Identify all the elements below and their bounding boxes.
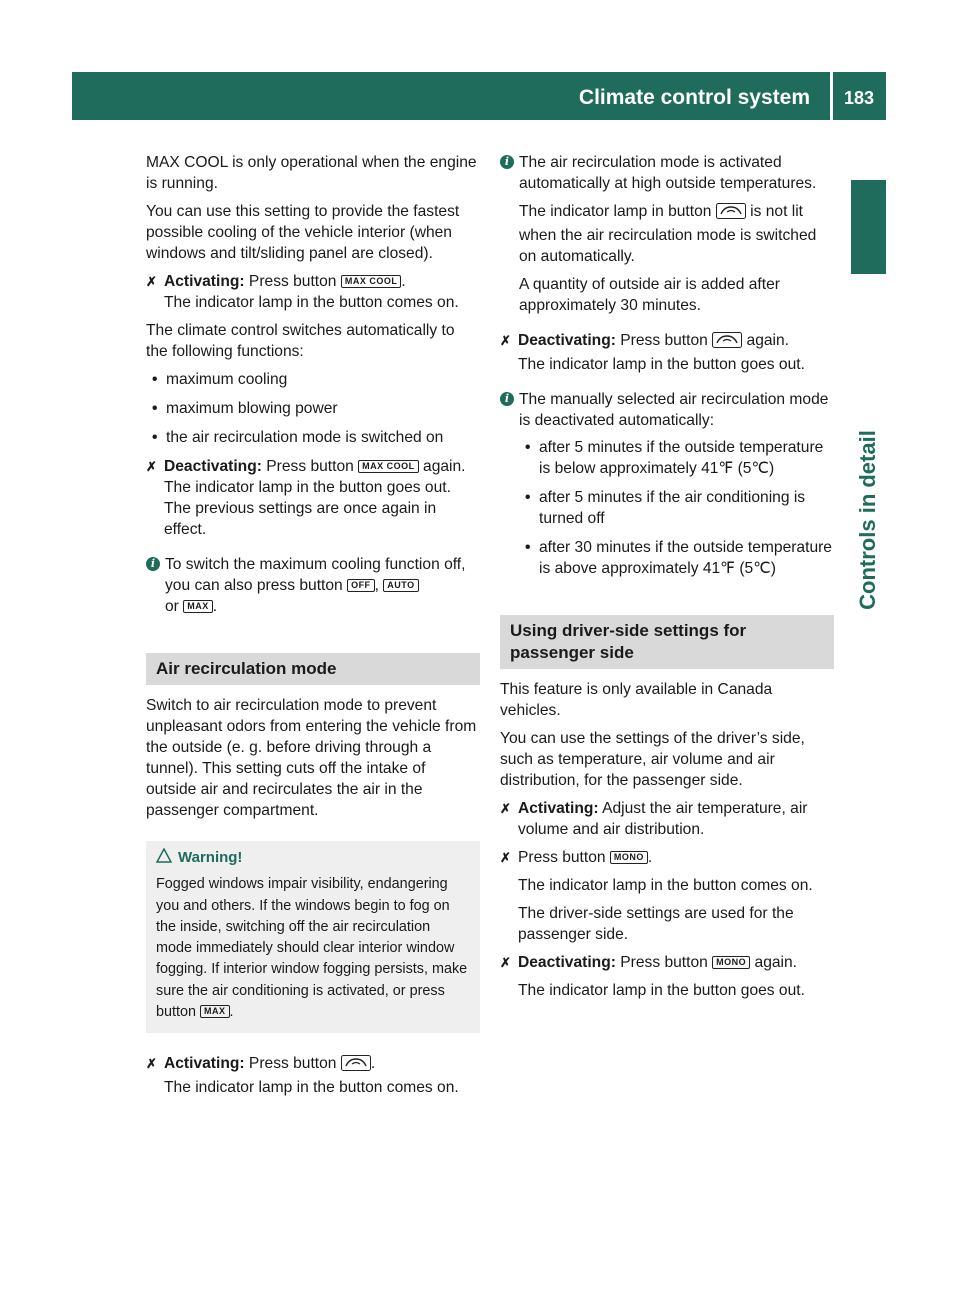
step-press-mono xyxy=(500,847,834,945)
step-label: Deactivating: xyxy=(518,954,616,971)
paragraph: MAX COOL is only operational when the engine is running. xyxy=(146,154,477,192)
step-label: Activating: xyxy=(164,1055,245,1073)
step-arrow-icon: ✗ xyxy=(146,1056,157,1072)
page-number: 183 xyxy=(844,88,875,108)
info-icon: i xyxy=(146,557,160,571)
step-label: Activating: xyxy=(164,273,245,290)
mono-button-icon: MONO xyxy=(712,956,750,969)
list-item-text: after 5 minutes if the air conditioning is turned off xyxy=(539,489,806,527)
step-result: The indicator lamp in the button comes on. xyxy=(518,877,813,894)
section-heading: Using driver-side settings for passenger side xyxy=(500,615,834,669)
defrost-max-button-icon: MAX xyxy=(200,1005,230,1018)
info-text: or xyxy=(165,598,179,615)
mono-button-icon: MONO xyxy=(610,851,648,864)
list-item-text: after 5 minutes if the outside temperature is below approximately 41℉ (5℃) xyxy=(539,439,824,477)
warning-text: Fogged windows impair visibility, endangering you and others. If the windows begin to fog on the inside, switching off the air recirculation mode immediately should clear interior window fogging. If interior window fogging persists, make sure the air conditioning is activated, or press button xyxy=(156,876,468,1021)
section-heading: Air recirculation mode xyxy=(146,653,480,685)
warning-title-text: Warning! xyxy=(178,849,243,866)
step-text: Press button xyxy=(518,849,606,866)
warning-box xyxy=(146,841,480,1033)
bullet-icon: • xyxy=(152,371,158,388)
max-cool-button-icon: MAX COOL xyxy=(341,275,402,288)
step-label: Deactivating: xyxy=(518,332,616,349)
step-activating xyxy=(500,798,834,840)
page-header xyxy=(72,72,886,120)
info-text: A quantity of outside air is added after approximately 30 minutes. xyxy=(519,276,780,314)
step-arrow-icon: ✗ xyxy=(500,955,511,970)
left-column xyxy=(146,152,480,1105)
step-result: The indicator lamp in the button goes out. xyxy=(518,982,805,999)
step-text: Press button xyxy=(266,458,354,475)
list-item-text: maximum cooling xyxy=(166,371,288,388)
chapter-tab xyxy=(851,180,886,274)
step-result: The indicator lamp in the button goes out. xyxy=(518,356,805,373)
defrost-max-button-icon: MAX xyxy=(183,600,213,613)
info-text-part: The indicator lamp in button xyxy=(519,203,712,220)
bullet-icon: • xyxy=(525,489,531,506)
warning-icon xyxy=(156,848,172,869)
list-item xyxy=(146,369,480,390)
off-button-icon: OFF xyxy=(347,579,375,592)
list-item-text: after 30 minutes if the outside temperature is above approximately 41℉ (5℃) xyxy=(539,539,832,577)
step-deactivating xyxy=(146,456,480,540)
step-deactivating xyxy=(500,952,834,1001)
step-arrow-icon: ✗ xyxy=(146,274,157,289)
paragraph: Switch to air recirculation mode to prevent unpleasant odors from entering the vehicle from the outside (e. g. before driving through a tunnel). This setting cuts off the intake of outside air and recirculates the air in the passenger compartment. xyxy=(146,697,477,819)
list-item xyxy=(519,487,834,529)
step-text: Press button xyxy=(248,273,337,290)
info-text: . xyxy=(212,598,218,615)
step-text-end: . xyxy=(370,1055,376,1073)
info-text: The manually selected air recirculation mode is deactivated automatically: xyxy=(519,391,829,429)
step-activating xyxy=(146,1053,480,1098)
max-cool-button-icon: MAX COOL xyxy=(358,460,419,473)
list-item xyxy=(146,398,480,419)
step-text-end: . xyxy=(401,273,406,290)
step-text-end: again. xyxy=(746,332,790,349)
info-note xyxy=(146,554,480,617)
step-result: The indicator lamp in the button comes on. xyxy=(164,294,459,311)
step-text-end: . xyxy=(647,849,653,866)
list-item xyxy=(146,427,480,448)
header-divider xyxy=(830,72,833,120)
bullet-icon: • xyxy=(525,439,531,456)
list-item-text: maximum blowing power xyxy=(166,400,338,417)
list-item xyxy=(519,537,834,579)
info-text xyxy=(519,201,834,267)
step-text-end: again. xyxy=(423,458,466,475)
info-text: To switch the maximum cooling function off, you can also press button xyxy=(165,556,466,594)
bullet-icon: • xyxy=(525,539,531,556)
step-activating xyxy=(146,271,480,313)
info-icon: i xyxy=(500,155,514,169)
step-label: Activating: xyxy=(518,800,599,817)
auto-button-icon: AUTO xyxy=(383,579,418,592)
paragraph: This feature is only available in Canada vehicles. xyxy=(500,681,773,719)
paragraph: The climate control switches automatically to the following functions: xyxy=(146,322,455,360)
paragraph: You can use this setting to provide the fastest possible cooling of the vehicle interior (when windows and tilt/sliding panel are closed). xyxy=(146,203,460,262)
step-text: Adjust the air temperature, air volume and air distribution. xyxy=(518,800,808,838)
step-deactivating xyxy=(500,330,834,375)
warning-title xyxy=(178,847,470,868)
list-item-text: the air recirculation mode is switched on xyxy=(166,429,444,446)
step-result: The driver-side settings are used for the passenger side. xyxy=(518,905,794,943)
step-result: The indicator lamp in the button goes out. The previous settings are once again in effect. xyxy=(164,479,451,538)
info-icon: i xyxy=(500,392,514,406)
chapter-label: Controls in detail xyxy=(855,430,880,610)
step-text: Press button xyxy=(248,1055,337,1073)
paragraph: You can use the settings of the driver’s side, such as temperature, air volume and air distribution, for the passenger side. xyxy=(500,730,805,789)
info-text-part: is not lit when the air recirculation mode is switched on automatically. xyxy=(519,203,817,265)
step-arrow-icon: ✗ xyxy=(500,801,511,816)
recirculation-button-icon xyxy=(716,203,746,225)
section-title: Climate control system xyxy=(578,86,810,109)
recirculation-button-icon xyxy=(341,1055,371,1077)
step-text: Press button xyxy=(620,332,708,349)
bullet-icon: • xyxy=(152,429,158,446)
list-item xyxy=(519,437,834,479)
info-note xyxy=(500,152,834,316)
warning-text-end: . xyxy=(229,1004,234,1021)
info-text: The air recirculation mode is activated automatically at high outside temperatures. xyxy=(519,154,817,192)
right-column xyxy=(500,152,834,1008)
step-arrow-icon: ✗ xyxy=(500,850,511,865)
step-arrow-icon: ✗ xyxy=(500,333,511,348)
step-result: The indicator lamp in the button comes on. xyxy=(164,1079,459,1097)
info-text: , xyxy=(374,577,379,594)
step-label: Deactivating: xyxy=(164,458,262,475)
recirculation-button-icon xyxy=(712,332,742,354)
step-text: Press button xyxy=(620,954,708,971)
step-arrow-icon: ✗ xyxy=(146,459,157,474)
bullet-icon: • xyxy=(152,400,158,417)
step-text-end: again. xyxy=(754,954,798,971)
info-note xyxy=(500,389,834,579)
